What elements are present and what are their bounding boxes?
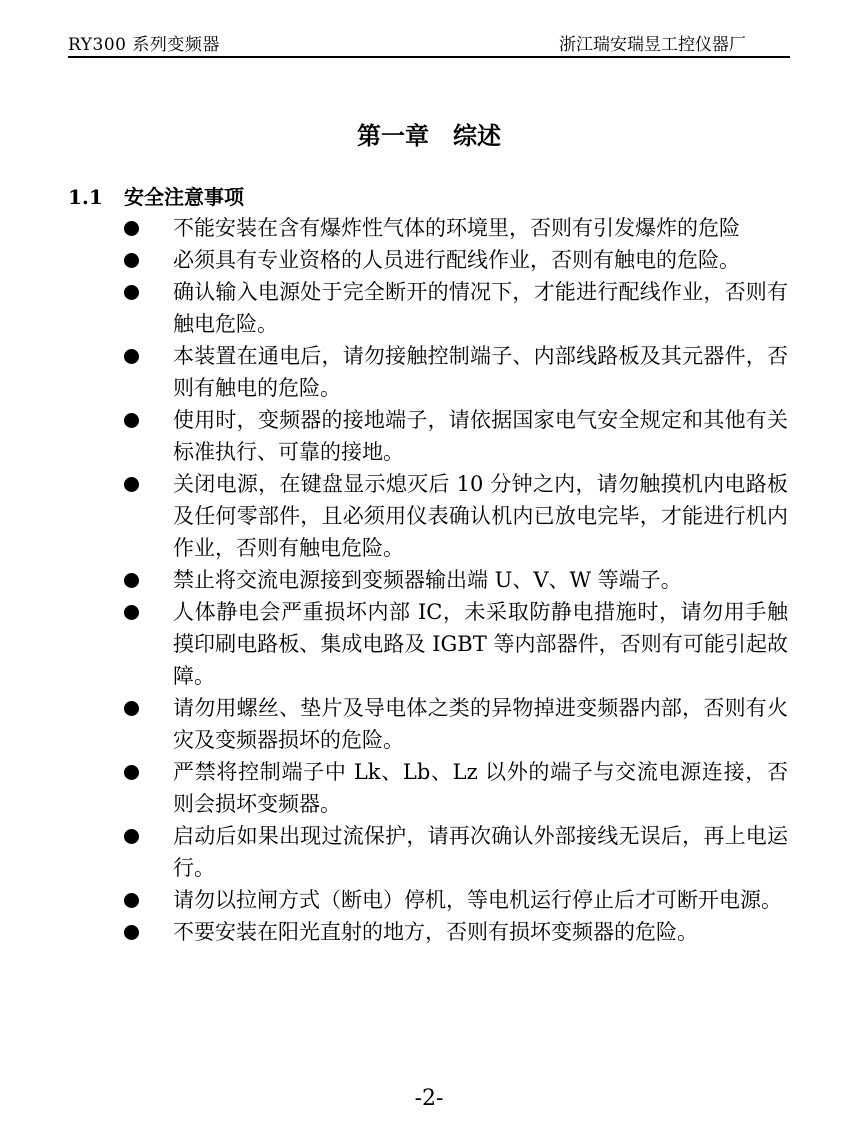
- list-item: [120, 916, 788, 948]
- bullet-icon: [124, 285, 139, 300]
- list-item-text: 请勿用螺丝、垫片及导电体之类的异物掉进变频器内部，否则有火灾及变频器损坏的危险。: [173, 696, 788, 752]
- list-item: [120, 340, 788, 404]
- list-item: [120, 820, 788, 884]
- bullet-icon: [124, 829, 139, 844]
- header-product-name: RY300 系列变频器: [68, 35, 220, 55]
- list-item: [120, 468, 788, 564]
- list-item-text: 不要安装在阳光直射的地方，否则有损坏变频器的危险。: [173, 920, 698, 944]
- list-item-text: 请勿以拉闸方式（断电）停机，等电机运行停止后才可断开电源。: [173, 888, 782, 912]
- list-item-text: 本装置在通电后，请勿接触控制端子、内部线路板及其元器件，否则有触电的危险。: [173, 344, 788, 400]
- bullet-icon: [124, 477, 139, 492]
- list-item: [120, 596, 788, 692]
- bullet-icon: [124, 605, 139, 620]
- section-heading: [68, 181, 244, 210]
- bullet-icon: [124, 413, 139, 428]
- bullet-icon: [124, 925, 139, 940]
- list-item: [120, 276, 788, 340]
- list-item-text: 人体静电会严重损坏内部 IC，未采取防静电措施时，请勿用手触摸印刷电路板、集成电路及 IGBT 等内部器件，否则有可能引起故障。: [173, 600, 788, 688]
- list-item: [120, 244, 788, 276]
- chapter-title: 第一章 综述: [357, 121, 501, 150]
- section-number: 1.1: [68, 185, 103, 209]
- list-item-text: 启动后如果出现过流保护，请再次确认外部接线无误后，再上电运行。: [173, 824, 788, 880]
- bullet-icon: [124, 765, 139, 780]
- section-title: 安全注意事项: [124, 185, 244, 209]
- list-item-text: 不能安装在含有爆炸性气体的环境里，否则有引发爆炸的危险: [173, 216, 740, 240]
- list-item: [120, 404, 788, 468]
- list-item-text: 严禁将控制端子中 Lk、Lb、Lz 以外的端子与交流电源连接，否则会损坏变频器。: [173, 760, 788, 816]
- bullet-icon: [124, 701, 139, 716]
- page-header: [68, 28, 790, 58]
- list-item-text: 必须具有专业资格的人员进行配线作业，否则有触电的危险。: [173, 248, 740, 272]
- bullet-icon: [124, 573, 139, 588]
- bullet-icon: [124, 893, 139, 908]
- header-company-name: 浙江瑞安瑞昱工控仪器厂: [559, 35, 746, 55]
- list-item: [120, 564, 788, 596]
- list-item: [120, 212, 788, 244]
- list-item-text: 使用时，变频器的接地端子，请依据国家电气安全规定和其他有关标准执行、可靠的接地。: [173, 408, 788, 464]
- list-item: [120, 756, 788, 820]
- list-item: [120, 692, 788, 756]
- list-item-text: 关闭电源，在键盘显示熄灭后 10 分钟之内，请勿触摸机内电路板及任何零部件，且必须用仪表确认机内已放电完毕，才能进行机内作业，否则有触电危险。: [173, 472, 788, 560]
- list-item-text: 禁止将交流电源接到变频器输出端 U、V、W 等端子。: [173, 568, 682, 592]
- list-item: [120, 884, 788, 916]
- bullet-icon: [124, 253, 139, 268]
- bullet-icon: [124, 221, 139, 236]
- bullet-icon: [124, 349, 139, 364]
- list-item-text: 确认输入电源处于完全断开的情况下，才能进行配线作业，否则有触电危险。: [173, 280, 788, 336]
- safety-notice-list: [120, 212, 788, 948]
- page-number: -2-: [414, 1086, 444, 1111]
